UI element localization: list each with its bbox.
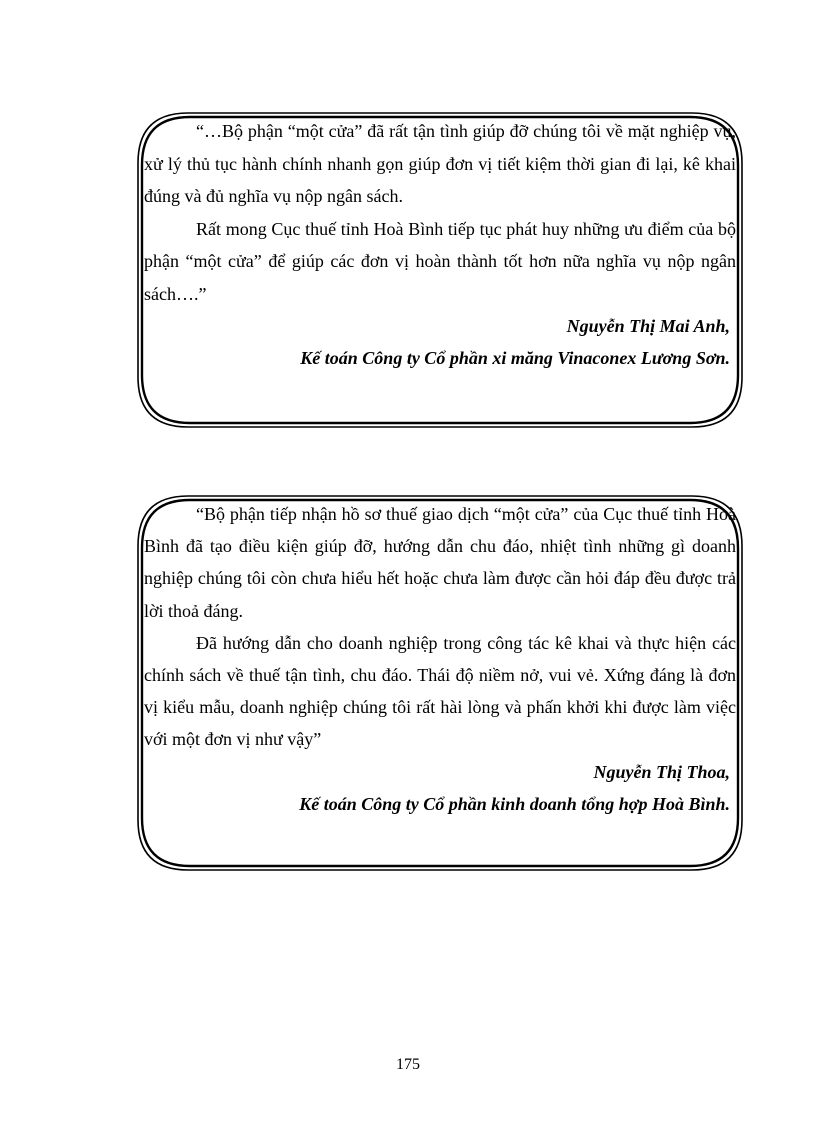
testimonial-2-author: Nguyễn Thị Thoa, — [593, 761, 730, 782]
testimonial-1-paragraph-1: “…Bộ phận “một cửa” đã rất tận tình giúp đỡ chúng tôi về mặt nghiệp vụ, xử lý thủ tục hành chính nhanh gọn giúp đơn vị tiết kiệm thời gian đi lại, kê khai đúng và đủ nghĩa vụ nộp ngân sách. — [144, 121, 736, 206]
testimonial-box-2 — [136, 494, 744, 872]
testimonial-2-paragraph-1: “Bộ phận tiếp nhận hồ sơ thuế giao dịch “một cửa” của Cục thuế tỉnh Hoà Bình đã tạo điều kiện giúp đỡ, hướng dẫn chu đáo, nhiệt tình những gì doanh nghiệp chúng tôi còn chưa hiểu hết hoặc chưa làm được cần hỏi đáp đều được trả lời thoả đáng. — [144, 504, 736, 621]
testimonial-2-text — [144, 498, 736, 820]
page-number: 175 — [396, 1056, 420, 1073]
testimonial-1-position: Kế toán Công ty Cổ phần xi măng Vinaconex Lương Sơn. — [300, 348, 730, 368]
testimonial-1-text — [144, 115, 736, 374]
testimonial-1-paragraph-2: Rất mong Cục thuế tỉnh Hoà Bình tiếp tục phát huy những ưu điểm của bộ phận “một cửa” để giúp các đơn vị hoàn thành tốt hơn nữa nghĩa vụ nộp ngân sách….” — [144, 218, 736, 304]
testimonial-2-position: Kế toán Công ty Cổ phần kinh doanh tổng hợp Hoà Bình. — [299, 793, 730, 814]
testimonial-1-author: Nguyễn Thị Mai Anh, — [566, 316, 730, 336]
testimonial-2-paragraph-2: Đã hướng dẫn cho doanh nghiệp trong công tác kê khai và thực hiện các chính sách về thuế tận tình, chu đáo. Thái độ niềm nở, vui vẻ. Xứng đáng là đơn vị kiểu mẫu, doanh nghiệp chúng tôi rất hài lòng và phấn khởi khi được làm việc với một đơn vị như vậy” — [144, 632, 736, 750]
testimonial-box-1 — [136, 111, 744, 429]
